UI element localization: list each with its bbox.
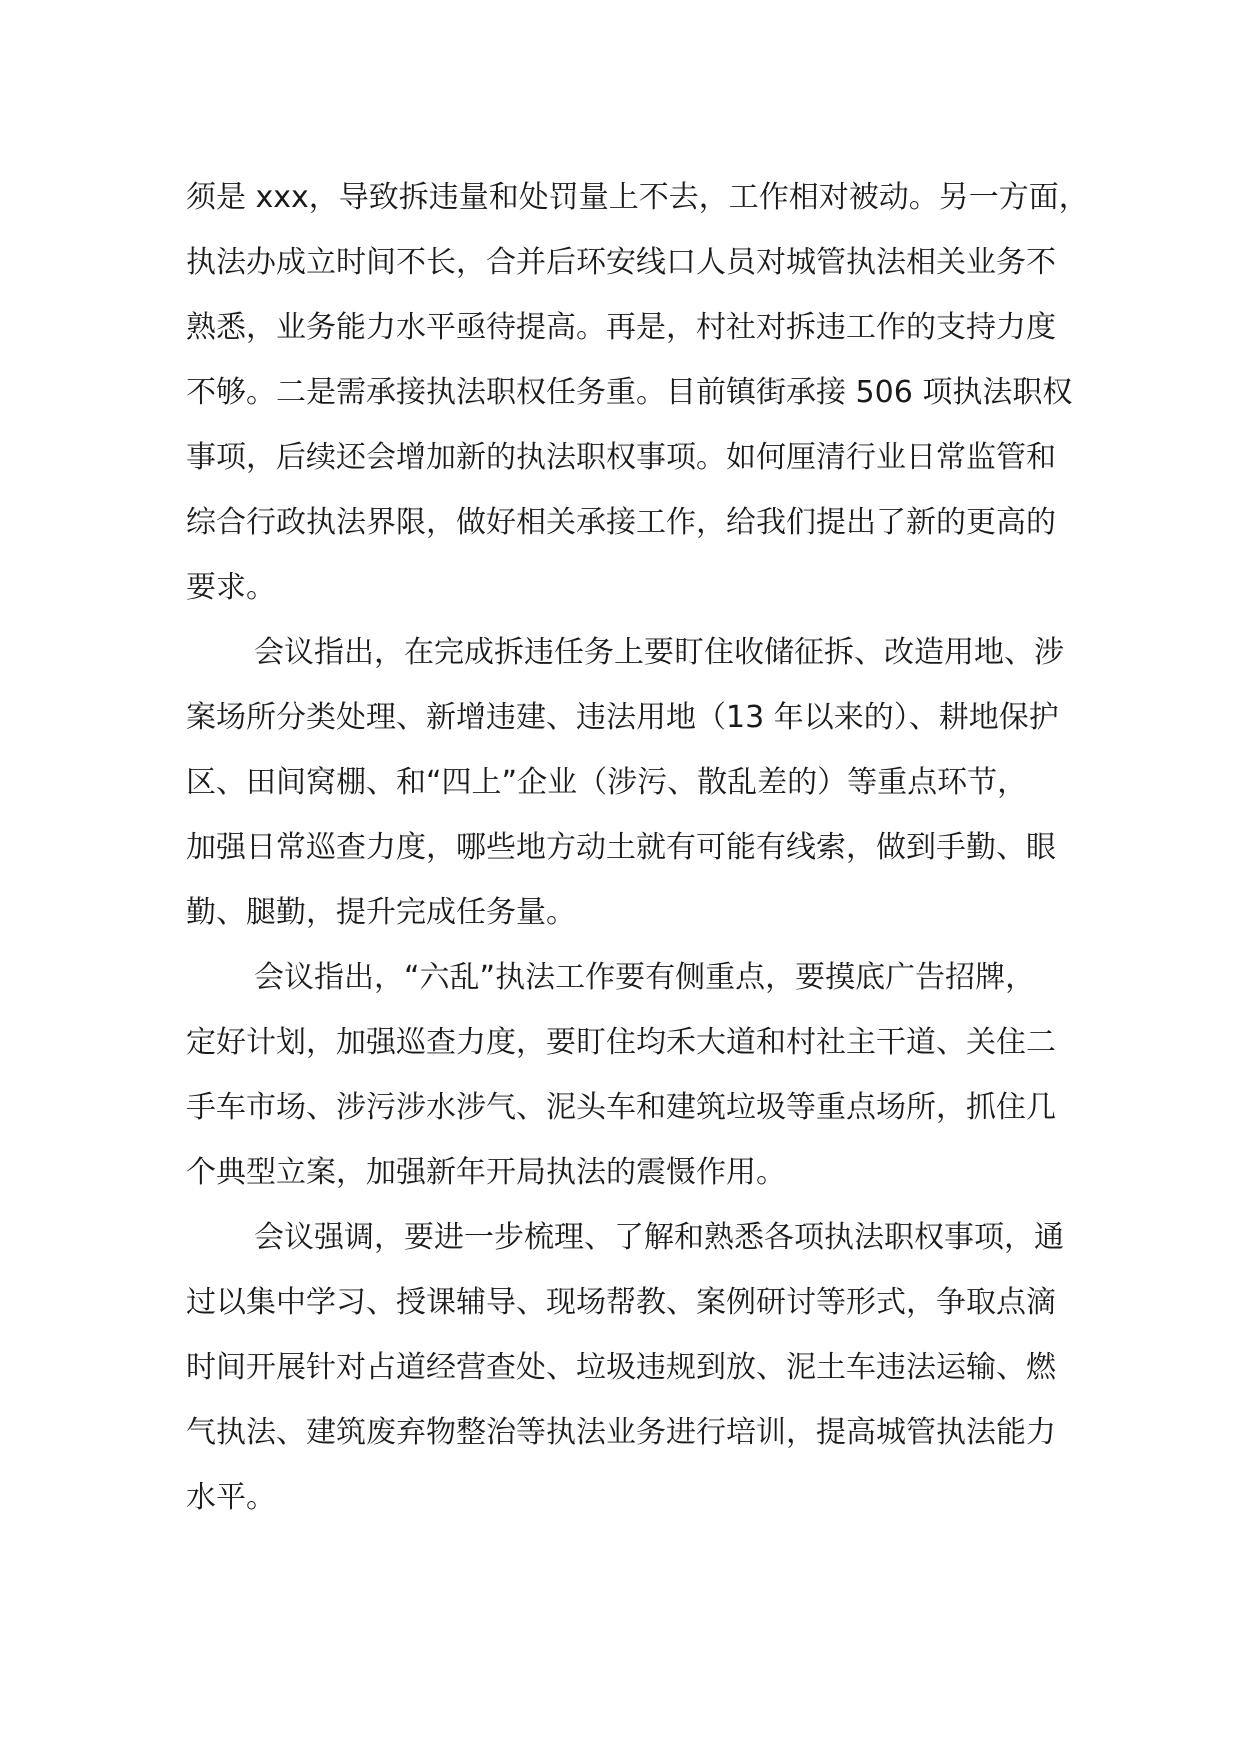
text-line: 会议指出，“六乱”执法工作要有侧重点，要摸底广告招牌， — [254, 960, 1036, 995]
paragraph-3 — [186, 945, 1056, 1205]
text-line: 区、田间窝棚、和“四上”企业（涉污、散乱差的）等重点环节， — [186, 765, 1028, 800]
paragraph-1 — [186, 165, 1089, 620]
text-line: 须是 xxx，导致拆违量和处罚量上不去，工作相对被动。另一方面， — [186, 180, 1089, 215]
text-line: 手车市场、涉污涉水涉气、泥头车和建筑垃圾等重点场所，抓住几 — [186, 1090, 1056, 1125]
paragraph-2 — [186, 620, 1064, 945]
text-line: 气执法、建筑废弃物整治等执法业务进行培训，提高城管执法能力 — [186, 1415, 1056, 1450]
text-line: 过以集中学习、授课辅导、现场帮教、案例研讨等形式，争取点滴 — [186, 1285, 1056, 1320]
text-line: 要求。 — [186, 570, 276, 605]
text-line: 水平。 — [186, 1480, 276, 1515]
text-line: 案场所分类处理、新增违建、违法用地（13 年以来的）、耕地保护 — [186, 700, 1059, 735]
text-line: 加强日常巡查力度，哪些地方动土就有可能有线索，做到手勤、眼 — [186, 830, 1056, 865]
text-line: 个典型立案，加强新年开局执法的震慑作用。 — [186, 1155, 786, 1190]
text-line: 不够。二是需承接执法职权任务重。目前镇街承接 506 项执法职权 — [186, 375, 1073, 410]
text-line: 时间开展针对占道经营查处、垃圾违规到放、泥土车违法运输、燃 — [186, 1350, 1056, 1385]
document-body — [186, 165, 1089, 1530]
text-line: 事项，后续还会增加新的执法职权事项。如何厘清行业日常监管和 — [186, 440, 1056, 475]
text-line: 熟悉，业务能力水平亟待提高。再是，村社对拆违工作的支持力度 — [186, 310, 1056, 345]
text-line: 定好计划，加强巡查力度，要盯住均禾大道和村社主干道、关住二 — [186, 1025, 1056, 1060]
text-line: 执法办成立时间不长，合并后环安线口人员对城管执法相关业务不 — [186, 245, 1056, 280]
text-line: 综合行政执法界限，做好相关承接工作，给我们提出了新的更高的 — [186, 505, 1056, 540]
paragraph-4 — [186, 1205, 1064, 1530]
text-line: 会议指出，在完成拆违任务上要盯住收储征拆、改造用地、涉 — [254, 635, 1064, 670]
text-line: 会议强调，要进一步梳理、了解和熟悉各项执法职权事项，通 — [254, 1220, 1064, 1255]
text-line: 勤、腿勤，提升完成任务量。 — [186, 895, 576, 930]
